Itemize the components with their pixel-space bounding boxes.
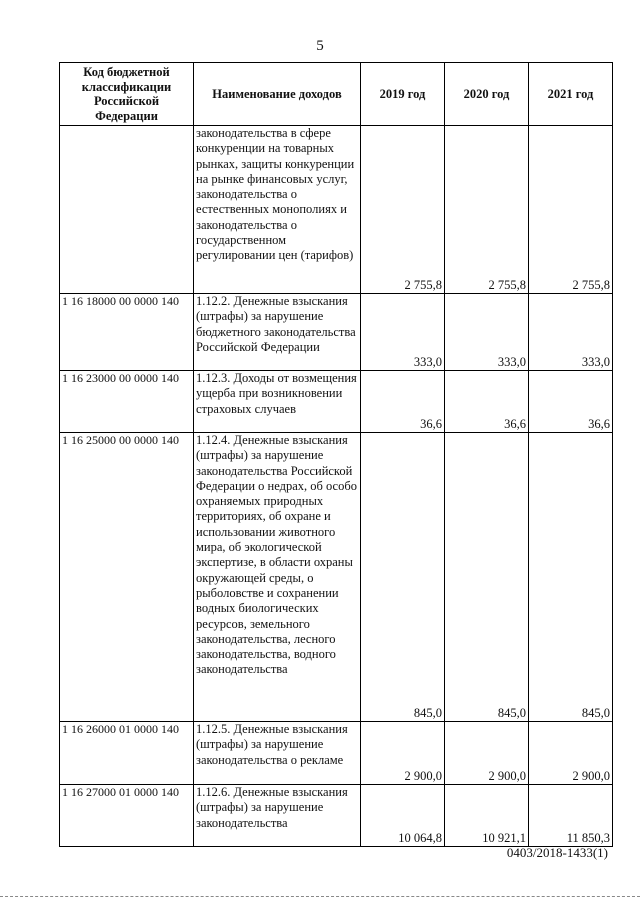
table-row [60,722,613,785]
row-name: 1.12.6. Денежные взыскания (штрафы) за нарушение законодательства [194,785,361,847]
row-name: законодательства в сфере конкуренции на товарных рынках, защиты конкуренции на рынке финансовых услуг, законодательства о естественных монополиях и законодательства о государственном регулировании цен (тарифов) [194,126,361,294]
row-code: 1 16 27000 01 0000 140 [60,785,194,847]
row-value-2019: 333,0 [361,294,445,371]
table-row [60,433,613,722]
row-name: 1.12.3. Доходы от возмещения ущерба при возникновении страховых случаев [194,371,361,433]
row-value-2019: 845,0 [361,433,445,722]
row-value-2021: 11 850,3 [529,785,613,847]
table-row [60,785,613,847]
row-value-2020: 10 921,1 [445,785,529,847]
header-2021: 2021 год [529,63,613,126]
row-value-2019: 2 755,8 [361,126,445,294]
row-value-2020: 2 900,0 [445,722,529,785]
row-name: 1.12.2. Денежные взыскания (штрафы) за нарушение бюджетного законодательства Российской Федерации [194,294,361,371]
document-code: 0403/2018-1433(1) [506,845,608,860]
header-2020: 2020 год [445,63,529,126]
row-code: 1 16 25000 00 0000 140 [60,433,194,722]
table-row [60,294,613,371]
row-value-2021: 845,0 [529,433,613,722]
row-value-2021: 2 755,8 [529,126,613,294]
table-header-row [60,63,613,126]
row-value-2020: 36,6 [445,371,529,433]
row-code: 1 16 23000 00 0000 140 [60,371,194,433]
table-row [60,371,613,433]
row-value-2019: 36,6 [361,371,445,433]
row-code [60,126,194,294]
row-value-2021: 333,0 [529,294,613,371]
row-code: 1 16 26000 01 0000 140 [60,722,194,785]
header-2019: 2019 год [361,63,445,126]
row-value-2021: 36,6 [529,371,613,433]
row-value-2020: 333,0 [445,294,529,371]
table-row [60,126,613,294]
row-name: 1.12.4. Денежные взыскания (штрафы) за нарушение законодательства Российской Федерации о недрах, об особо охраняемых природных территориях, об охране и использовании животного мира, об экологической экспертизе, в области охраны окружающей среды, о рыболовстве и сохранении водных биологических ресурсов, земельного законодательства, лесного законодательства, водного законодательства [194,433,361,722]
revenue-table [59,62,613,847]
page-bottom-divider [0,896,640,897]
row-value-2021: 2 900,0 [529,722,613,785]
row-code: 1 16 18000 00 0000 140 [60,294,194,371]
row-value-2019: 2 900,0 [361,722,445,785]
row-name: 1.12.5. Денежные взыскания (штрафы) за нарушение законодательства о рекламе [194,722,361,785]
row-value-2020: 2 755,8 [445,126,529,294]
row-value-2019: 10 064,8 [361,785,445,847]
header-name: Наименование доходов [194,63,361,126]
header-code: Код бюджетной классификации Российской Федерации [60,63,194,126]
page-number: 5 [316,38,324,54]
row-value-2020: 845,0 [445,433,529,722]
